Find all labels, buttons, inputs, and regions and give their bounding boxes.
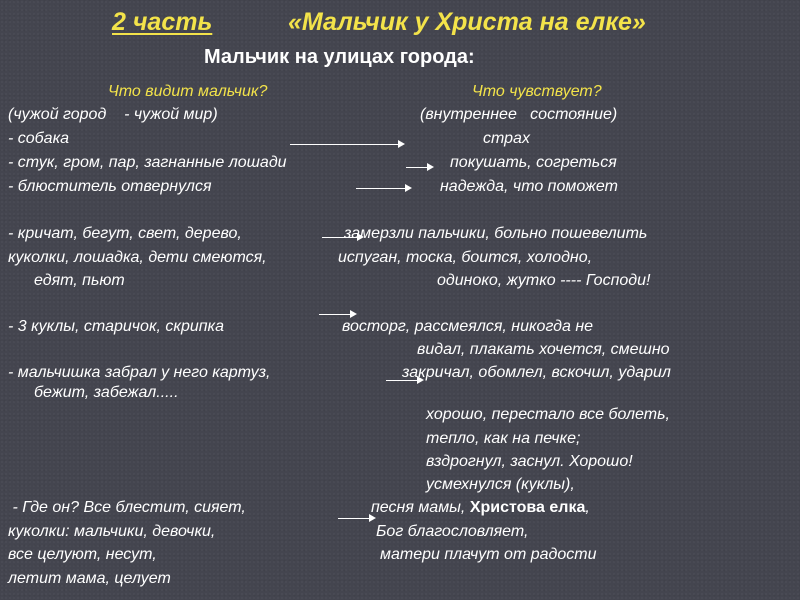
christmas-tree-highlight: Христова елка — [469, 499, 586, 516]
right-line-3: покушать, согреться — [450, 154, 617, 171]
arrow-right-icon — [356, 184, 412, 194]
right-line-15-comma: , — [585, 499, 590, 516]
left-column-header: Что видит мальчик? — [108, 83, 268, 100]
left-line-9: - мальчишка забрал у него картуз, — [8, 364, 271, 381]
arrow-right-icon — [319, 310, 357, 320]
right-line-1: (внутреннее состояние) — [420, 106, 618, 123]
right-line-8: восторг, рассмеялся, никогда не — [342, 318, 594, 335]
right-column-header: Что чувствует? — [472, 83, 602, 100]
right-line-11: хорошо, перестало все болеть, — [426, 406, 670, 423]
arrow-right-icon — [322, 233, 364, 243]
right-line-10: закричал, обомлел, вскочил, ударил — [402, 364, 671, 381]
left-line-4: - блюститель отвернулся — [8, 178, 212, 195]
right-line-2: страх — [483, 130, 530, 147]
right-line-13: вздрогнул, заснул. Хорошо! — [426, 453, 633, 470]
right-line-17: матери плачут от радости — [380, 546, 597, 563]
part-title: 2 часть — [112, 8, 213, 36]
arrow-right-icon — [338, 514, 376, 524]
left-line-8: - 3 куклы, старичок, скрипка — [8, 318, 224, 335]
arrow-right-icon — [386, 376, 424, 386]
right-line-12: тепло, как на печке; — [426, 430, 581, 447]
left-line-14: летит мама, целует — [8, 570, 171, 587]
left-line-5: - кричат, бегут, свет, дерево, — [8, 225, 242, 242]
right-line-6: испуган, тоска, боится, холодно, — [338, 249, 593, 266]
arrow-right-icon — [406, 163, 434, 173]
right-line-7: одиноко, жутко ---- Господи! — [437, 272, 651, 289]
left-line-13: все целуют, несут, — [8, 546, 157, 563]
left-line-12: куколки: мальчики, девочки, — [8, 523, 216, 540]
page-subtitle: Мальчик на улицах города: — [204, 46, 475, 68]
right-line-16: Бог благословляет, — [376, 523, 529, 540]
right-line-15-text: песня мамы, — [371, 499, 470, 516]
left-line-1: (чужой город - чужой мир) — [8, 106, 218, 123]
left-line-6: куколки, лошадка, дети смеются, — [8, 249, 267, 266]
right-line-15 — [371, 498, 590, 518]
right-line-14: усмехнулся (куклы), — [426, 476, 575, 493]
arrow-right-icon — [290, 140, 405, 150]
right-line-9: видал, плакать хочется, смешно — [417, 341, 670, 358]
left-line-2: - собака — [8, 130, 70, 147]
left-line-10: бежит, забежал..... — [34, 384, 179, 401]
story-title: «Мальчик у Христа на елке» — [288, 8, 646, 36]
right-line-5: замерзли пальчики, больно пошевелить — [344, 225, 648, 242]
left-line-11: - Где он? Все блестит, сияет, — [8, 499, 246, 516]
right-line-4: надежда, что поможет — [440, 178, 618, 195]
left-line-3: - стук, гром, пар, загнанные лошади — [8, 154, 287, 171]
left-line-7: едят, пьют — [34, 272, 125, 289]
